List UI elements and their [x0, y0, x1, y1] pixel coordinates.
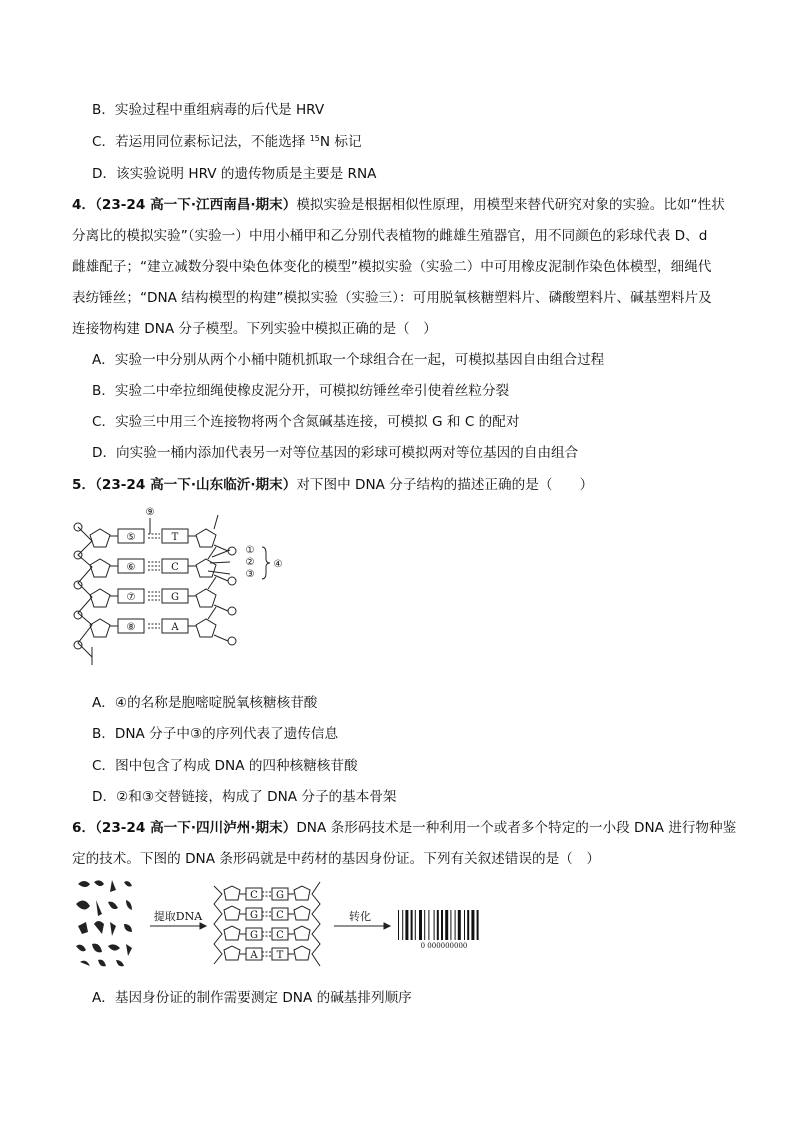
q4-option-c: C．实验三中用三个连接物将两个含氮碱基连接，可模拟 G 和 C 的配对: [92, 414, 520, 430]
left-label: ⑥: [126, 562, 136, 573]
transform-label: 转化: [349, 910, 371, 923]
q4-option-b: B．实验二中牵拉细绳使橡皮泥分开，可模拟纺锤丝牵引使着丝粒分裂: [92, 383, 510, 399]
q3-option-c-text-end: N 标记: [319, 134, 362, 150]
left-label: ⑦: [126, 592, 136, 603]
q3-option-c: [92, 132, 362, 152]
right-base: C: [171, 562, 179, 573]
right-base: A: [171, 622, 179, 633]
q4-number: 4．: [72, 197, 96, 213]
herb-specimens-image: [76, 880, 132, 966]
brace-label: ④: [273, 559, 283, 570]
base-right: G: [276, 890, 284, 901]
q5-option-a: A．④的名称是胞嘧啶脱氧核糖核苷酸: [92, 695, 318, 711]
dna-barcode-figure: [72, 876, 512, 976]
q4-stem-line3: 雌雄配子；“建立减数分裂中染色体变化的模型”模拟实验（实验二）中可用橡皮泥制作染色体模型，细绳代: [72, 259, 712, 275]
barcode-bar: [402, 910, 403, 940]
barcode-bar: [458, 910, 461, 940]
base-left: G: [250, 910, 258, 921]
q4-option-a: A．实验一中分别从两个小桶中随机抓取一个球组合在一起，可模拟基因自由组合过程: [92, 352, 605, 368]
q5-option-d: D．②和③交替链接，构成了 DNA 分子的基本骨架: [92, 789, 397, 805]
extract-dna-label: 提取DNA: [153, 910, 203, 923]
barcode-bar: [411, 910, 413, 940]
right-base: G: [171, 592, 179, 603]
q3-option-d: D．该实验说明 HRV 的遗传物质是主要是 RNA: [92, 166, 377, 182]
barcode-bar: [398, 910, 399, 940]
left-label: ⑤: [126, 532, 136, 543]
q6-source: （23-24 高一下·四川泸州·期末）: [95, 820, 297, 836]
base-left: A: [250, 950, 258, 961]
barcode-digits: 0 000000000: [420, 942, 468, 950]
barcode-bar: [464, 910, 465, 940]
q5-stem-text: 对下图中 DNA 分子结构的描述正确的是（ ）: [296, 477, 594, 493]
q4-stem-line5: 连接物构建 DNA 分子模型。下列实验中模拟正确的是（ ）: [72, 321, 437, 337]
right-base: T: [171, 532, 179, 543]
base-left: G: [250, 930, 258, 941]
q4-stem-text: 模拟实验是根据相似性原理，用模型来替代研究对象的实验。比如“性状: [296, 197, 725, 213]
q5-option-b: B．DNA 分子中③的序列代表了遗传信息: [92, 726, 339, 742]
q6-stem-line1: [72, 818, 736, 838]
barcode-bar: [415, 910, 416, 940]
q4-stem-line1: [72, 195, 725, 215]
left-label: ⑧: [126, 622, 136, 633]
top-label: ⑨: [145, 507, 155, 518]
q4-option-d: D．向实验一桶内添加代表另一对等位基因的彩球可模拟两对等位基因的自由组合: [92, 445, 579, 461]
base-left: C: [250, 890, 258, 901]
barcode-bar: [471, 910, 474, 940]
base-right: C: [276, 930, 284, 941]
side-label: ③: [245, 569, 255, 580]
isotope-superscript: 15: [309, 134, 320, 143]
barcode-bar: [428, 910, 429, 940]
barcode-bar: [405, 910, 408, 940]
barcode-bar: [419, 910, 422, 940]
side-label: ②: [245, 557, 255, 568]
side-label: ①: [245, 545, 255, 556]
q5-source: （23-24 高一下·山东临沂·期末）: [95, 477, 297, 493]
q6-stem-line2: 定的技术。下图的 DNA 条形码就是中药材的基因身份证。下列有关叙述错误的是（ ）: [72, 851, 600, 867]
q6-stem-text: DNA 条形码技术是一种利用一个或者多个特定的一小段 DNA 进行物种鉴: [296, 820, 737, 836]
base-right: C: [276, 910, 284, 921]
barcode-bar: [445, 910, 448, 940]
barcode-bar: [467, 910, 469, 940]
barcode-bar: [477, 910, 479, 940]
barcode-bar: [434, 910, 435, 940]
q5-option-c: C．图中包含了构成 DNA 的四种核糖核苷酸: [92, 758, 358, 774]
q4-stem-line2: 分离比的模拟实验”（实验一）中用小桶甲和乙分别代表植物的雌雄生殖器官，用不同颜色的彩球代表 D、d: [72, 228, 708, 244]
barcode-image: [398, 910, 479, 940]
barcode-bar: [441, 910, 443, 940]
base-right: T: [276, 950, 284, 961]
q4-source: （23-24 高一下·江西南昌·期末）: [95, 197, 297, 213]
q3-option-b: B．实验过程中重组病毒的后代是 HRV: [92, 102, 325, 118]
q3-option-c-text: C．若运用同位素标记法，不能选择: [92, 134, 310, 150]
barcode-bar: [450, 910, 451, 940]
q4-stem-line4: 表纺锤丝；“DNA 结构模型的构建”模拟实验（实验三）：可用脱氧核糖塑料片、磷酸塑料片、碱基塑料片及: [72, 290, 712, 306]
barcode-bar: [455, 910, 456, 940]
dna-structure-figure: [70, 505, 290, 680]
q5-number: 5．: [72, 477, 96, 493]
q6-number: 6．: [72, 820, 96, 836]
q6-option-a: A．基因身份证的制作需要测定 DNA 的碱基排列顺序: [92, 990, 412, 1006]
q5-stem: [72, 475, 593, 495]
barcode-bar: [424, 910, 425, 940]
barcode-bar: [437, 910, 439, 940]
